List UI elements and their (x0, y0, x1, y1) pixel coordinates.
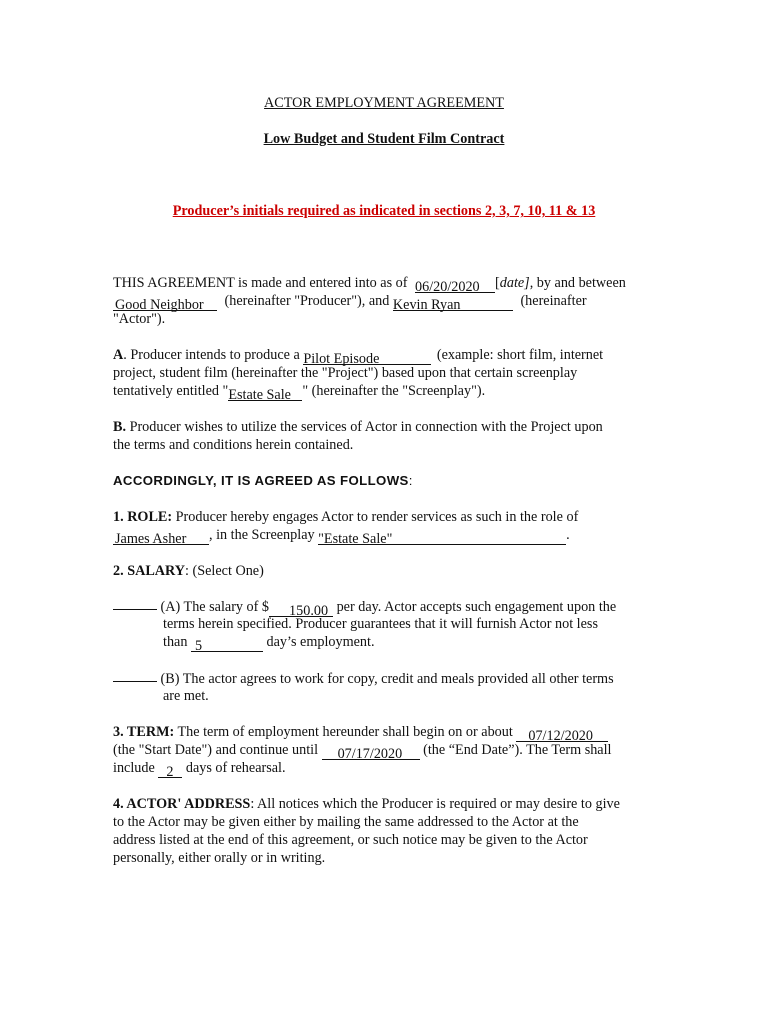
recital-a-line-1: A. Producer intends to produce a Pilot Episode (example: short film, internet (113, 347, 604, 367)
term-line-1: 3. TERM: The term of employment hereunder shall begin on or about 07/12/2020 (113, 723, 608, 741)
term-line-2: (the "Start Date") and continue until 07/17/2020 (the “End Date”). The Term shall (113, 742, 612, 762)
guaranteed-days-field: 5 (191, 635, 263, 652)
role-line-1: 1. ROLE: Producer hereby engages Actor to render services as such in the role of (113, 509, 579, 525)
term-line-3: include 2 days of rehearsal. (113, 760, 286, 780)
end-date-field: 07/17/2020 (322, 743, 420, 760)
document-subtitle: Low Budget and Student Film Contract (263, 131, 505, 147)
recital-b-line-2: the terms and conditions herein contained. (113, 437, 354, 453)
producer-name-field: Good Neighbor (113, 294, 217, 311)
initials-notice: Producer’s initials required as indicated in sections 2, 3, 7, 10, 11 & 13 (172, 203, 596, 219)
rehearsal-days-field: 2 (158, 761, 182, 778)
daily-rate-field: 150.00 (269, 600, 333, 617)
agreement-date-field: 06/20/2020 (415, 276, 495, 293)
salary-heading: 2. SALARY: (Select One) (113, 563, 264, 579)
address-line-3: address listed at the end of this agreement, or such notice may be given to the Actor (113, 832, 588, 848)
start-date-field: 07/12/2020 (516, 725, 608, 742)
accordingly-heading: ACCORDINGLY, IT IS AGREED AS FOLLOWS: (113, 473, 413, 488)
address-line-4: personally, either orally or in writing. (113, 850, 326, 866)
salary-option-a-line-1: (A) The salary of $ 150.00 per day. Actor accepts such engagement upon the (113, 597, 616, 616)
address-line-1: 4. ACTOR' ADDRESS: All notices which the Producer is required or may desire to give (113, 796, 620, 812)
salary-option-a-line-3: than 5 day’s employment. (163, 634, 375, 654)
salary-option-a-initials (113, 596, 157, 610)
role-screenplay-field: "Estate Sale" (318, 528, 566, 545)
intro-line-1: THIS AGREEMENT is made and entered into as of 06/20/2020 [date], by and between (113, 275, 626, 295)
salary-option-b-initials (113, 668, 157, 682)
document-title: ACTOR EMPLOYMENT AGREEMENT (264, 95, 504, 111)
salary-option-b-line-2: are met. (163, 688, 209, 704)
role-line-2: James Asher , in the Screenplay "Estate Sale" . (115, 527, 570, 547)
recital-b-line-1: B. Producer wishes to utilize the services of Actor in connection with the Project upon (113, 419, 603, 435)
project-type-field: Pilot Episode (303, 348, 431, 365)
character-name-field: James Asher (113, 528, 209, 545)
address-line-2: to the Actor may be given either by mailing the same addressed to the Actor at the (113, 814, 579, 830)
intro-line-2: Good Neighbor (hereinafter "Producer"), and Kevin Ryan (hereinafter (115, 293, 587, 313)
intro-line-3: "Actor"). (113, 311, 166, 327)
recital-a-line-3: tentatively entitled "Estate Sale " (hereinafter the "Screenplay"). (113, 383, 486, 403)
salary-option-a-line-2: terms herein specified. Producer guarantees that it will furnish Actor not less (163, 616, 598, 632)
actor-name-field: Kevin Ryan (393, 294, 513, 311)
recital-a-line-2: project, student film (hereinafter the "Project") based upon that certain screenplay (113, 365, 578, 381)
salary-option-b-line-1: (B) The actor agrees to work for copy, credit and meals provided all other terms (113, 669, 614, 688)
screenplay-title-field: Estate Sale (228, 384, 302, 401)
